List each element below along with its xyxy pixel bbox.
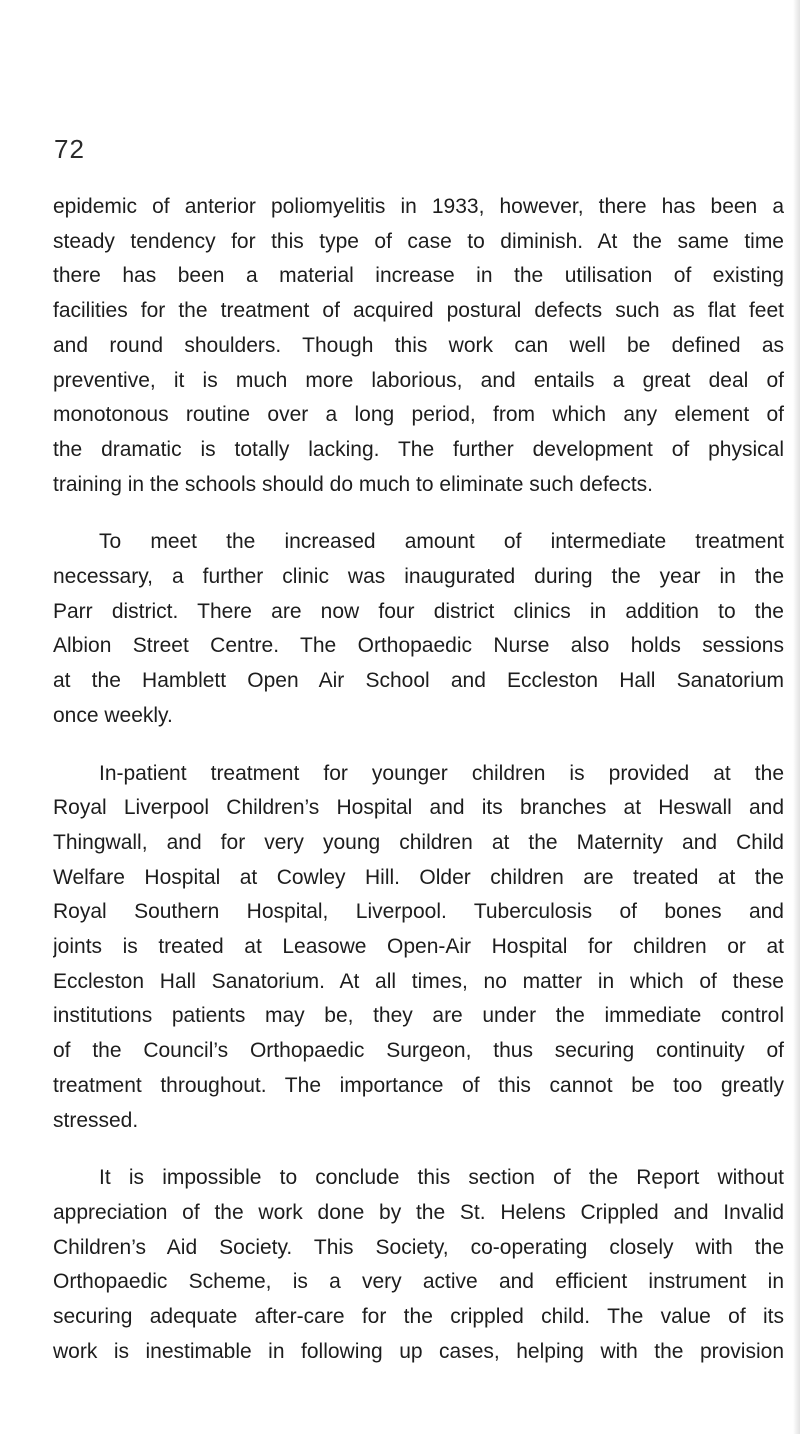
text-line: It is impossible to conclude this section of the Report without [99, 1166, 784, 1190]
paragraph-in-patient [53, 757, 784, 1139]
text-line: preventive, it is much more laborious, and entails a great deal of [53, 368, 784, 392]
text-line: treatment throughout. The importance of this cannot be too greatly [53, 1073, 784, 1097]
text-line: facilities for the treatment of acquired postural defects such as flat feet [53, 299, 784, 323]
text-line: joints is treated at Leasowe Open-Air Hospital for children or at [53, 935, 784, 959]
text-line: of the Council’s Orthopaedic Surgeon, thus securing continuity of [53, 1039, 784, 1063]
body-text [53, 190, 784, 1393]
text-line: Welfare Hospital at Cowley Hill. Older children are treated at the [53, 865, 784, 889]
text-line: In-patient treatment for younger children is provided at the [99, 761, 784, 785]
page-number: 72 [54, 134, 85, 164]
text-line: To meet the increased amount of intermediate treatment [99, 530, 784, 554]
text-line: training in the schools should do much to eliminate such defects. [53, 472, 654, 496]
text-line: Parr district. There are now four district clinics in addition to the [53, 599, 784, 623]
text-line: and round shoulders. Though this work can well be defined as [53, 333, 784, 357]
text-line: necessary, a further clinic was inaugurated during the year in the [53, 565, 784, 589]
text-line: once weekly. [53, 703, 173, 727]
text-line: work is inestimable in following up cases, helping with the provision [53, 1339, 784, 1363]
text-line: epidemic of anterior poliomyelitis in 1933, however, there has been a [53, 195, 784, 218]
paragraph-poliomyelitis [53, 190, 784, 502]
text-line: at the Hamblett Open Air School and Eccleston Hall Sanatorium [53, 669, 784, 693]
text-line: institutions patients may be, they are under the immediate control [53, 1004, 784, 1028]
text-line: Royal Southern Hospital, Liverpool. Tuberculosis of bones and [53, 900, 784, 924]
text-line: steady tendency for this type of case to diminish. At the same time [53, 229, 784, 253]
text-line: Eccleston Hall Sanatorium. At all times, no matter in which of these [53, 969, 784, 993]
paragraph-aid-society [53, 1161, 784, 1369]
text-line: securing adequate after-care for the crippled child. The value of its [53, 1305, 784, 1329]
text-line: Royal Liverpool Children’s Hospital and its branches at Heswall and [53, 796, 784, 820]
text-line: there has been a material increase in the utilisation of existing [53, 264, 784, 288]
text-line: the dramatic is totally lacking. The further development of physical [53, 437, 784, 461]
text-line: Orthopaedic Scheme, is a very active and efficient instrument in [53, 1270, 784, 1294]
text-line: appreciation of the work done by the St. Helens Crippled and Invalid [53, 1200, 784, 1224]
text-line: Albion Street Centre. The Orthopaedic Nurse also holds sessions [53, 634, 784, 658]
text-line: Children’s Aid Society. This Society, co-operating closely with the [53, 1235, 784, 1259]
text-line: stressed. [53, 1108, 139, 1132]
paragraph-clinics [53, 525, 784, 733]
text-line: monotonous routine over a long period, from which any element of [53, 403, 784, 427]
page-edge-shadow [793, 0, 800, 1434]
text-line: Thingwall, and for very young children at the Maternity and Child [53, 830, 784, 854]
